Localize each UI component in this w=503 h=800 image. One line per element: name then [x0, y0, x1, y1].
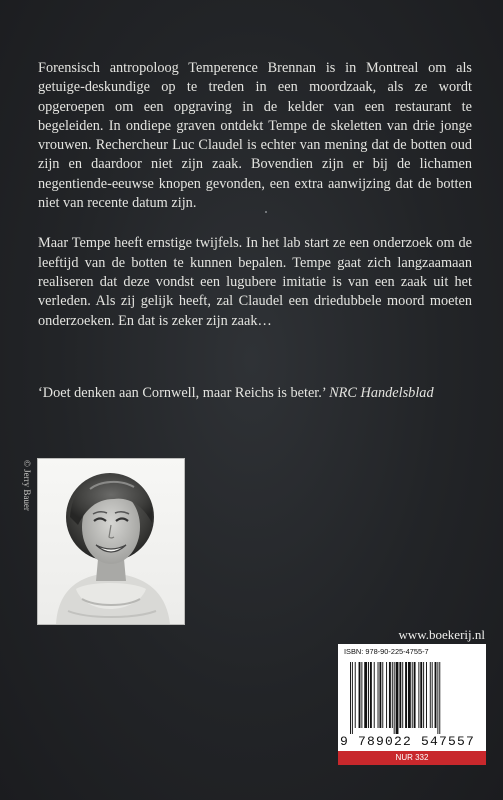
publisher-website: www.boekerij.nl [398, 627, 485, 642]
quote-text: ‘Doet denken aan Cornwell, maar Reichs is beter.’ [38, 385, 326, 401]
nur-label: NUR 332 [338, 751, 486, 765]
author-photo [37, 458, 185, 625]
review-quote [38, 384, 478, 403]
blurb-paragraph-2: Maar Tempe heeft ernstige twijfels. In het lab start ze een onderzoek om de leeftijd van de botten te kunnen bepalen. Tempe gaat zich langzaamaan realiseren dat deze vondst een lugubere imitatie is van een zaak uit het verleden. Als zij gelijk heeft, zal Claudel een driedubbele moord moeten onderzoeken. En dat is zeker zijn zaak… [38, 235, 472, 329]
isbn-label: ISBN: 978-90-225-4755-7 [344, 647, 429, 656]
barcode-digits: 9 789022 547557 [340, 734, 476, 749]
back-cover-blurb [38, 59, 472, 352]
author-portrait-image [38, 459, 184, 624]
barcode-image [350, 662, 476, 734]
barcode-panel [338, 644, 486, 751]
photo-credit: © Jerry Bauer [22, 460, 32, 511]
blurb-paragraph-1: Forensisch antropoloog Temperence Brennan is in Montreal om als getuige-deskundige op te treden in een moordzaak, als ze wordt opgeroepen om een opgraving in de kelder van een restaurant te begeleiden. In ondiepe graven ontdekt Tempe de skeletten van drie jonge vrouwen. Rechercheur Luc Claudel is echter van mening dat de botten oud zijn en daardoor niet zijn zaak. Bovendien zijn er bij de lichamen negentiende-eeuwse knopen gevonden, een extra aanwijzing dat de botten niet van recente datum zijn. [38, 60, 472, 212]
decorative-dot [265, 211, 267, 213]
quote-source: NRC Handelsblad [329, 385, 434, 401]
